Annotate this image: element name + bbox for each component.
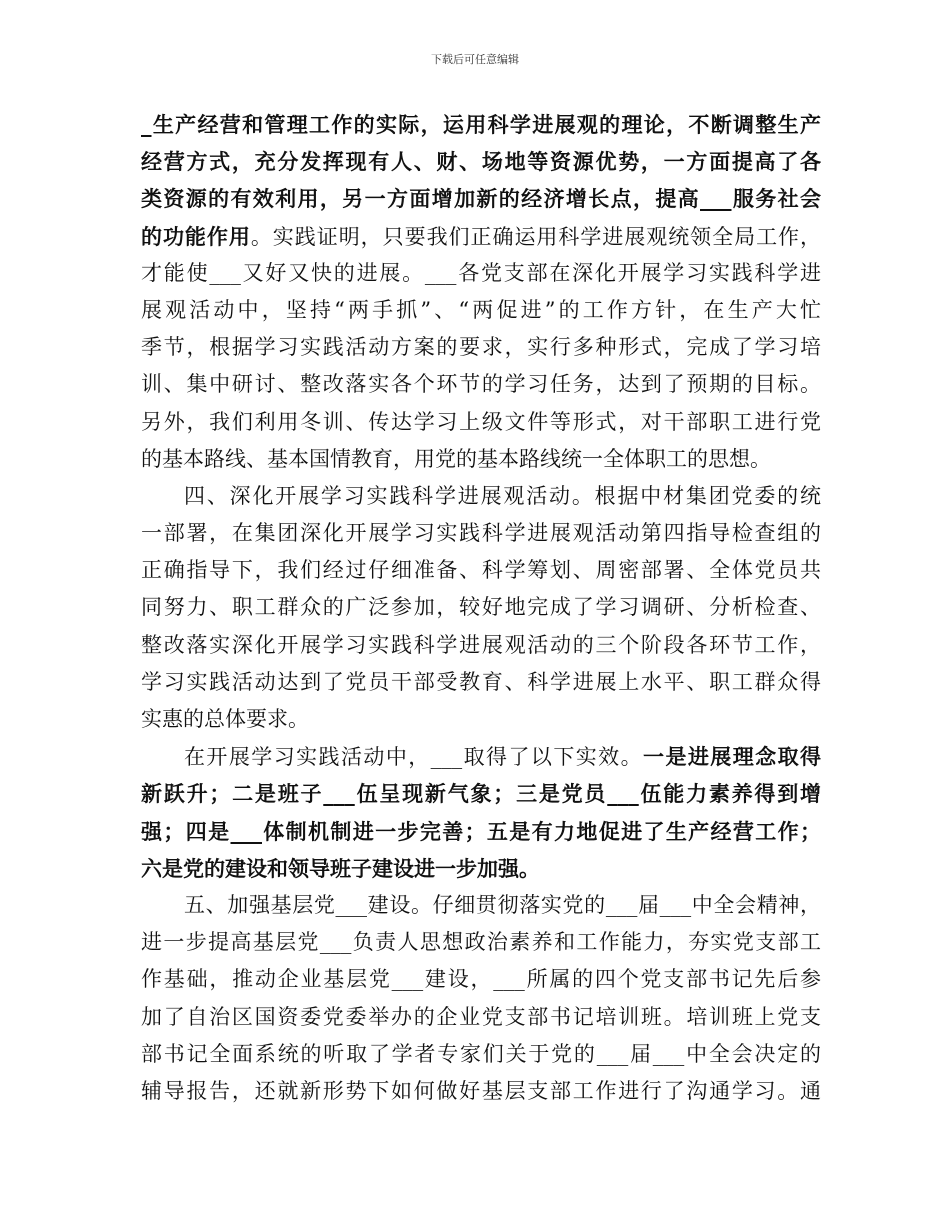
text-segment: 辅导报告，还就新形势下如何做好基层支部工作进行了沟通学习。通: [141, 1078, 821, 1103]
text-line: [141, 255, 821, 292]
text-line: [141, 552, 821, 589]
text-line: [141, 404, 821, 441]
text-segment: 在开展学习实践活动中，___取得了以下实效。: [184, 745, 644, 770]
text-line: [141, 701, 821, 738]
text-segment: 同努力、职工群众的广泛参加，较好地完成了学习调研、分析检查、: [141, 595, 821, 620]
bold-text-segment: 类资源的有效利用，另一方面增加新的经济增长点，提高___服务社会: [141, 186, 821, 212]
text-line: [141, 218, 821, 255]
text-segment: 作基础，推动企业基层党___建设，___所属的四个党支部书记先后参: [141, 967, 821, 992]
text-line: [141, 850, 821, 887]
text-segment: 正确指导下，我们经过仔细准备、科学筹划、周密部署、全体党员共: [141, 558, 821, 583]
text-segment: 整改落实深化开展学习实践科学进展观活动的三个阶段各环节工作，: [141, 632, 821, 657]
bold-text-segment: 新跃升；二是班子___伍呈现新气象；三是党员___伍能力素养得到增: [141, 781, 821, 807]
text-segment: 实惠的总体要求。: [141, 707, 309, 731]
text-line: [141, 999, 821, 1036]
text-segment: 加了自治区国资委党委举办的企业党支部书记培训班。培训班上党支: [141, 1004, 821, 1029]
text-segment: 。实践证明，只要我们正确运用科学进展观统领全局工作，: [250, 224, 821, 249]
text-segment: 的基本路线、基本国情教育，用党的基本路线统一全体职工的思想。: [141, 446, 771, 471]
text-segment: 一部署，在集团深化开展学习实践科学进展观活动第四指导检查组的: [141, 521, 821, 546]
bold-text-segment: 六是党的建设和领导班子建设进一步加强。: [141, 855, 540, 881]
text-line: [141, 627, 821, 664]
text-line: [141, 1036, 821, 1073]
text-line: [141, 366, 821, 403]
text-line: [141, 924, 821, 961]
text-line: [141, 106, 821, 143]
text-segment: 才能使___又好又快的进展。___各党支部在深化开展学习实践科学进: [141, 260, 821, 285]
bold-text-segment: 的功能作用: [141, 223, 251, 249]
bold-text-segment: 一是进展理念取得: [643, 744, 821, 770]
text-segment: 另外，我们利用冬训、传达学习上级文件等形式，对干部职工进行党: [141, 409, 821, 434]
bold-text-segment: 经营方式，充分发挥现有人、财、场地等资源优势，一方面提高了各: [141, 149, 821, 175]
text-line: [141, 887, 821, 924]
text-line: [141, 143, 821, 180]
text-line: [141, 961, 821, 998]
text-line: [141, 515, 821, 552]
text-segment: 四、深化开展学习实践科学进展观活动。根据中材集团党委的统: [184, 483, 821, 508]
document-body: [141, 106, 821, 1110]
text-line: [141, 1073, 821, 1110]
bold-text-segment: 强；四是___体制机制进一步完善；五是有力地促进了生产经营工作；: [141, 818, 821, 844]
page-header: 下载后可任意编辑: [431, 53, 519, 66]
text-segment: 进一步提高基层党___负责人思想政治素养和工作能力，夯实党支部工: [141, 930, 821, 955]
text-line: [141, 664, 821, 701]
text-segment: 部书记全面系统的听取了学者专家们关于党的___届___中全会决定的: [141, 1041, 821, 1066]
text-segment: 学习实践活动达到了党员干部受教育、科学进展上水平、职工群众得: [141, 669, 821, 694]
text-line: [141, 738, 821, 775]
text-line: [141, 589, 821, 626]
text-segment: 展观活动中，坚持“两手抓”、“两促进”的工作方针，在生产大忙: [141, 297, 821, 322]
bold-text-segment: _生产经营和管理工作的实际，运用科学进展观的理论，不断调整生产: [141, 112, 821, 137]
text-line: [141, 478, 821, 515]
text-line: [141, 180, 821, 217]
text-line: [141, 775, 821, 812]
text-line: [141, 813, 821, 850]
text-line: [141, 292, 821, 329]
text-line: [141, 329, 821, 366]
text-segment: 训、集中研讨、整改落实各个环节的学习任务，达到了预期的目标。: [141, 372, 821, 397]
text-segment: 五、加强基层党___建设。仔细贯彻落实党的___届___中全会精神，: [184, 892, 821, 917]
text-line: [141, 441, 821, 478]
text-segment: 季节，根据学习实践活动方案的要求，实行多种形式，完成了学习培: [141, 335, 821, 360]
